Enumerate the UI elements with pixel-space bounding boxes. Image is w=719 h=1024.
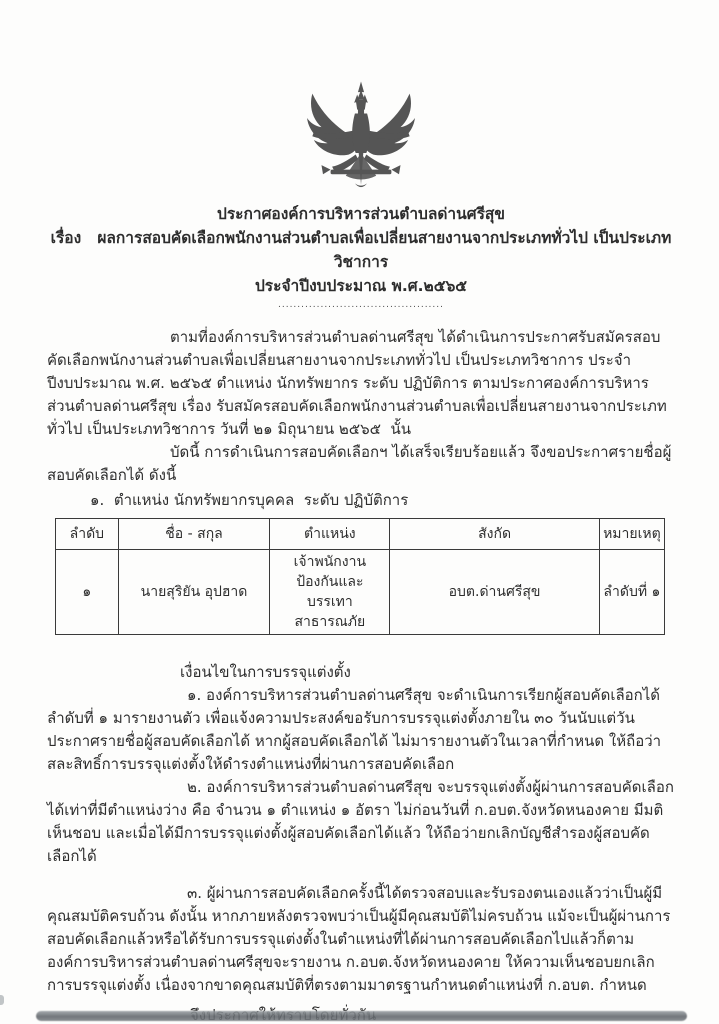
announcement-title-block [47,202,675,311]
condition-item-3: ๓. ผู้ผ่านการสอบคัดเลือกครั้งนี้ได้ตรวจสอบและรับรองตนเองแล้วว่าเป็นผู้มีคุณสมบัติครบถ้วน ดังนั้น หากภายหลังตรวจพบว่าเป็นผู้มีคุณสมบัติไม่ครบถ้วน แม้จะเป็นผู้ผ่านการสอบคัดเลือกแล้วหรือได้รับการบรรจุแต่งตั้งในตำแหน่งที่ได้ผ่านการสอบคัดเลือกไปแล้วก็ตาม องค์การบริหารส่วนตำบลด่านศรีสุขจะรายงาน ก.อบต.จังหวัดหนองคาย ให้ความเห็นชอบยกเลิกการบรรจุแต่งตั้ง เนื่องจากขาดคุณสมบัติที่ตรงตามมาตรฐานกำหนดตำแหน่งที่ ก.อบต. กำหนด [47,884,671,994]
announcement-subject: เรื่อง ผลการสอบคัดเลือกพนักงานส่วนตำบลเพื่อเปลี่ยนสายงานจากประเภททั่วไป เป็นประเภทวิชาการ [50,229,672,271]
announcement-fiscal-year: ประจำปีงบประมาณ พ.ศ.๒๕๖๕ [254,277,468,295]
conditions-heading: เงื่อนไขในการบรรจุแต่งตั้ง [180,663,351,681]
condition-item-1: ๑. องค์การบริหารส่วนตำบลด่านศรีสุข จะดำเนินการเรียกผู้สอบคัดเลือกได้ลำดับที่ ๑ มารายงานตัว เพื่อแจ้งความประสงค์ขอรับการบรรจุแต่งตั้งภายใน ๓๐ วันนับแต่วันประกาศรายชื่อผู้สอบคัดเลือกได้ หากผู้สอบคัดเลือกได้ ไม่มารายงานตัวในเวลาที่กำหนด ให้ถือว่าสละสิทธิ์การบรรจุแต่งตั้งให้ดำรงตำแหน่งที่ผ่านการสอบคัดเลือก [47,686,662,773]
condition-item-2: ๒. องค์การบริหารส่วนตำบลด่านศรีสุข จะบรรจุแต่งตั้งผู้ผ่านการสอบคัดเลือกได้เท่าที่มีตำแหน่งว่าง คือ จำนวน ๑ ตำแหน่ง ๑ อัตรา ไม่ก่อนวันที่ ก.อบต.จังหวัดหนองคาย มีมติเห็นชอบ และเมื่อได้มีการบรรจุแต่งตั้งผู้สอบคัดเลือกได้แล้ว ให้ถือว่ายกเลิกบัญชีสำรองผู้สอบคัดเลือกได้ [47,778,674,865]
cell-remark: ลำดับที่ ๑ [599,550,664,635]
scan-edge-speck [0,995,4,1005]
result-announce-paragraph: บัดนี้ การดำเนินการสอบคัดเลือกฯ ได้เสร็จเรียบร้อยแล้ว จึงขอประกาศรายชื่อผู้สอบคัดเลือกได้ ดังนี้ [47,443,672,484]
table-header-row [56,519,665,550]
col-header-remark: หมายเหตุ [599,519,664,550]
announcement-org-title: ประกาศองค์การบริหารส่วนตำบลด่านศรีสุข [217,205,505,223]
intro-paragraph: ตามที่องค์การบริหารส่วนตำบลด่านศรีสุข ได้ดำเนินการประกาศรับสมัครสอบคัดเลือกพนักงานส่วนตำบลเพื่อเปลี่ยนสายงานจากประเภททั่วไป เป็นประเภทวิชาการ ประจำปีงบประมาณ พ.ศ. ๒๕๖๕ ตำแหน่ง นักทรัพยากร ระดับ ปฏิบัติการ ตามประกาศองค์การบริหารส่วนตำบลด่านศรีสุข เรื่อง รับสมัครสอบคัดเลือกพนักงานส่วนตำบลเพื่อเปลี่ยนสายงานจากประเภททั่วไป เป็นประเภทวิชาการ วันที่ ๒๑ มิถุนายน ๒๕๖๕ นั้น [47,328,667,438]
cell-affiliation: อบต.ด่านศรีสุข [390,550,599,635]
cell-position: เจ้าพนักงานป้องกันและ บรรเทาสาธารณภัย [270,550,390,635]
cell-name: นายสุริยัน อุปฮาด [118,550,270,635]
garuda-emblem-icon [277,80,445,194]
col-header-affiliation: สังกัด [390,519,599,550]
cell-rank: ๑ [56,550,119,635]
col-header-rank: ลำดับ [56,519,119,550]
position-heading: ๑. ตำแหน่ง นักทรัพยากรบุคคล ระดับ ปฏิบัติการ [90,491,409,509]
table-row [56,550,665,635]
col-header-position: ตำแหน่ง [270,519,390,550]
scanner-shadow-artifact [36,1011,687,1021]
dotted-divider: ........................................... [277,300,445,310]
col-header-name: ชื่อ - สกุล [118,519,270,550]
result-table [55,518,665,635]
